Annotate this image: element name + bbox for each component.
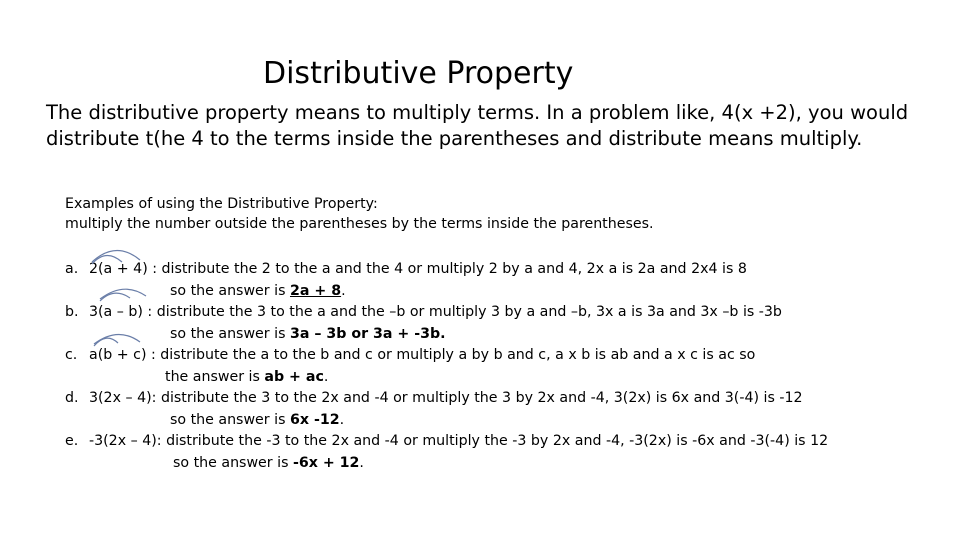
answer-prefix: so the answer is bbox=[170, 282, 290, 299]
answer-value: 2a + 8 bbox=[289, 282, 342, 299]
example-item-a bbox=[65, 259, 828, 302]
item-expression: 2(a + 4) bbox=[89, 261, 148, 277]
item-expression: -3(2x – 4): bbox=[89, 433, 162, 449]
example-item-d bbox=[65, 388, 828, 431]
item-label: e. bbox=[65, 433, 79, 449]
examples-heading: Examples of using the Distributive Property: bbox=[65, 196, 378, 212]
answer-prefix: so the answer is bbox=[173, 454, 293, 471]
item-expression: 3(2x – 4): bbox=[89, 390, 157, 406]
item-expression: a(b + c) bbox=[89, 347, 147, 363]
answer-suffix: . bbox=[323, 368, 329, 385]
example-item-b bbox=[65, 302, 828, 345]
item-label: d. bbox=[65, 390, 79, 406]
answer-prefix: so the answer is bbox=[170, 411, 290, 428]
example-item-c bbox=[65, 345, 828, 388]
page-title: Distributive Property bbox=[263, 56, 574, 91]
item-label: c. bbox=[65, 347, 78, 363]
item-explanation: : distribute the 2 to the a and the 4 or multiply 2 by a and 4, 2x a is 2a and 2x4 is 8 bbox=[147, 261, 747, 277]
examples-list bbox=[65, 259, 828, 474]
examples-subheading: multiply the number outside the parentheses by the terms inside the parentheses. bbox=[65, 216, 654, 232]
item-label: a. bbox=[65, 261, 79, 277]
answer-value: ab + ac bbox=[264, 368, 324, 385]
item-explanation: distribute the -3 to the 2x and -4 or multiply the -3 by 2x and -4, -3(2x) is -6x and -3(-4) is 12 bbox=[161, 433, 829, 449]
intro-paragraph: The distributive property means to multiply terms. In a problem like, 4(x +2), you would distribute t(he 4 to the terms inside the parentheses and distribute means multiply. bbox=[46, 101, 909, 150]
answer-prefix: the answer is bbox=[165, 368, 265, 385]
item-explanation: : distribute the a to the b and c or multiply a by b and c, a x b is ab and a x c is ac so bbox=[146, 347, 756, 363]
answer-suffix: . bbox=[359, 454, 364, 471]
example-item-e bbox=[65, 431, 828, 474]
item-label: b. bbox=[65, 304, 79, 320]
answer-value: -6x + 12 bbox=[292, 454, 360, 471]
answer-suffix: . bbox=[341, 282, 346, 299]
item-expression: 3(a – b) bbox=[89, 304, 143, 320]
item-explanation: : distribute the 3 to the a and the –b or multiply 3 by a and –b, 3x a is 3a and 3x –b is -3b bbox=[142, 304, 782, 320]
item-explanation: distribute the 3 to the 2x and -4 or multiply the 3 by 2x and -4, 3(2x) is 6x and 3(-4) is -12 bbox=[156, 390, 803, 406]
answer-value: 3a – 3b or 3a + -3b. bbox=[289, 325, 446, 342]
examples-heading-block bbox=[65, 194, 654, 234]
answer-value: 6x -12 bbox=[289, 411, 340, 428]
answer-prefix: so the answer is bbox=[170, 325, 290, 342]
answer-suffix: . bbox=[339, 411, 345, 428]
